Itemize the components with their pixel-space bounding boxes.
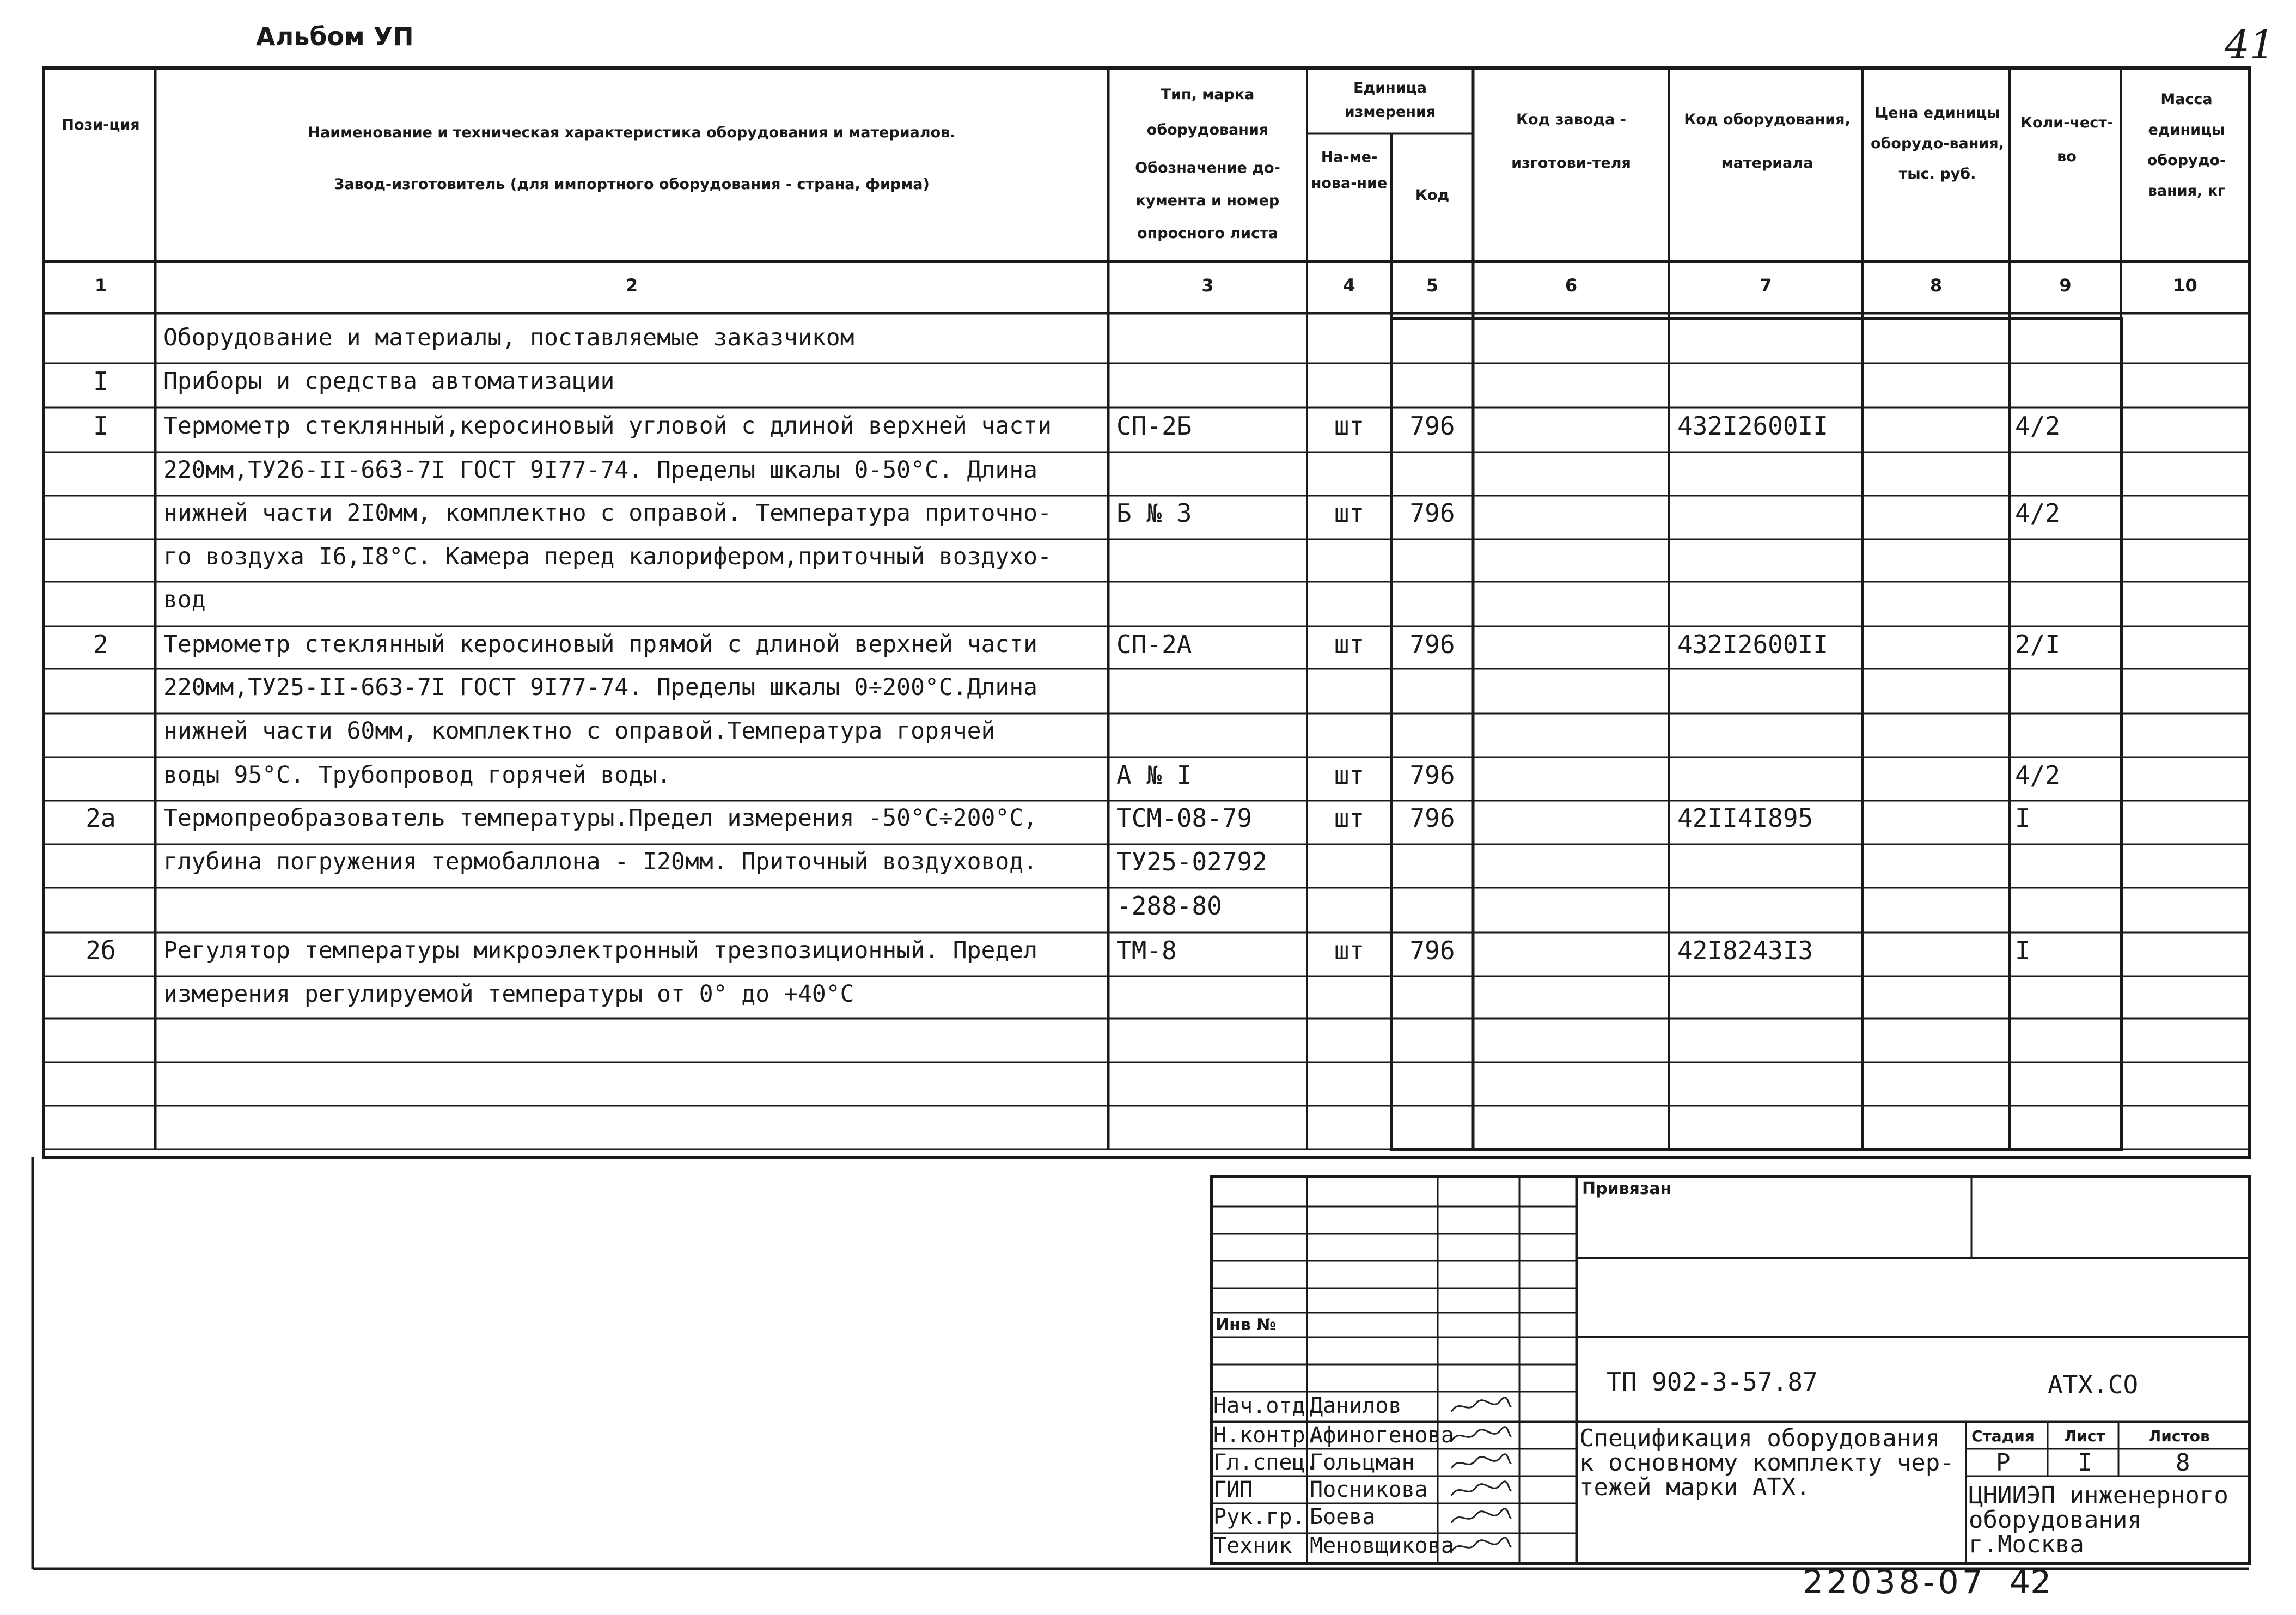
row-unit-code: 796 [1409,936,1455,965]
staff-name: Посникова [1310,1477,1428,1502]
organization-line1: ЦНИИЭП инженерного [1969,1482,2228,1509]
sheets-label: Листов [2148,1427,2210,1445]
staff-name: Гольцман [1310,1450,1415,1475]
row-description: измерения регулируемой температуры от 0° до +40°С [163,980,854,1008]
row-unit-code: 796 [1409,803,1455,833]
row-type-mark: А № I [1116,760,1192,790]
row-quantity: I [2015,803,2030,833]
row-quantity: 4/2 [2015,760,2061,790]
page-number: 41 [2225,22,2275,68]
row-unit-code: 796 [1409,630,1455,659]
row-description: глубина погружения термобаллона - I20мм. Приточный воздуховод. [163,848,1038,875]
row-description: Оборудование и материалы, поставляемые заказчиком [163,324,854,351]
header-type-line5: опросного листа [1137,225,1278,242]
album-label: Альбом УП [256,22,414,51]
row-equipment-code: 42I8243I3 [1677,936,1813,965]
row-unit-code: 796 [1409,760,1455,790]
sheet-label: Лист [2064,1427,2105,1445]
signature-icon [1449,1535,1514,1555]
staff-name: Данилов [1310,1393,1402,1418]
row-type-mark: ТМ-8 [1116,936,1177,965]
row-unit-code: 796 [1409,411,1455,441]
row-unit: шт [1334,936,1365,965]
header-quantity: Коли-чест-во [2020,114,2114,165]
staff-role: Гл.спец. [1213,1450,1318,1475]
row-quantity: I [2015,936,2030,965]
footer-page: 42 [2010,1563,2051,1601]
header-factory-code: Код завода - изготови-теля [1511,111,1631,172]
description-line2: к основному комплекту чер- [1579,1449,1955,1477]
row-description: нижней части 2I0мм, комплектно с оправой. Температура приточно- [163,499,1052,527]
row-position: I [93,411,108,441]
staff-role: Техник [1213,1533,1292,1558]
header-mass: Масса единицы оборудо-вания, кг [2147,91,2226,199]
row-equipment-code: 432I2600II [1677,411,1828,441]
header-type-line2: оборудования [1146,121,1269,138]
col-number-10: 10 [2173,275,2197,296]
col-number-5: 5 [1426,275,1439,296]
row-quantity: 4/2 [2015,411,2061,441]
row-type-mark: СП-2Б [1116,411,1192,441]
row-unit-code: 796 [1409,498,1455,528]
header-unit-price: Цена единицы оборудо-вания, тыс. руб. [1871,105,2004,182]
row-description: нижней части 60мм, комплектно с оправой.Температура горячей [163,717,996,745]
stage-value: Р [1996,1449,2011,1477]
col-number-8: 8 [1929,275,1943,296]
row-quantity: 2/I [2015,630,2061,659]
staff-name: Афиногенова [1310,1423,1454,1448]
header-unit-name: На-ме-нова-ние [1311,149,1388,192]
staff-name: Боева [1310,1504,1376,1529]
row-description: Термометр стеклянный керосиновый прямой с длиной верхней части [163,631,1038,658]
col-number-6: 6 [1565,275,1578,296]
row-type-mark: -288-80 [1116,891,1222,921]
header-type-line3: Обозначение до- [1135,160,1280,176]
col-number-4: 4 [1343,275,1355,296]
row-description: Термопреобразователь температуры.Предел измерения -50°С÷200°С, [163,805,1038,832]
signature-icon [1449,1507,1514,1526]
row-description: Приборы и средства автоматизации [163,368,615,395]
header-type-line4: кумента и номер [1135,192,1280,209]
signature-icon [1449,1452,1514,1472]
row-description: вод [163,586,206,613]
inv-no-label: Инв № [1216,1315,1277,1334]
row-description: 220мм,ТУ26-II-663-7I ГОСТ 9I77-74. Пределы шкалы 0-50°С. Длина [163,456,1038,484]
project-code: ТП 902-3-57.87 [1607,1367,1818,1397]
row-position: 2б [86,936,116,965]
row-type-mark: ТУ25-02792 [1116,847,1267,876]
description-line1: Спецификация оборудования [1579,1424,1940,1452]
sheets-value: 8 [2176,1449,2190,1477]
col-number-1: 1 [94,275,107,296]
signature-icon [1449,1479,1514,1499]
row-position: I [93,367,108,396]
staff-role: ГИП [1213,1477,1253,1502]
col-number-7: 7 [1760,275,1772,296]
header-type-line1: Тип, марка [1161,86,1255,103]
organization-line3: г.Москва [1969,1531,2084,1558]
document-mark: АТХ.СО [2048,1370,2139,1399]
row-unit: шт [1334,803,1365,833]
row-position: 2 [93,630,108,659]
signature-icon [1449,1395,1514,1415]
row-unit: шт [1334,630,1365,659]
footer-code: 22038-07 [1803,1563,1986,1601]
row-equipment-code: 432I2600II [1677,630,1828,659]
signature-icon [1449,1425,1514,1445]
staff-role: Н.контр. [1213,1423,1318,1448]
row-equipment-code: 42II4I895 [1677,803,1813,833]
row-quantity: 4/2 [2015,498,2061,528]
header-name-line1: Наименование и техническая характеристика оборудования и материалов. [308,124,956,141]
header-unit-code: Код [1415,187,1450,204]
row-unit: шт [1334,760,1365,790]
header-equipment-code: Код оборудования, материала [1684,111,1851,172]
description-line3: тежей марки АТХ. [1579,1473,1810,1501]
row-unit: шт [1334,411,1365,441]
stage-label: Стадия [1971,1427,2035,1445]
row-type-mark: Б № 3 [1116,498,1192,528]
organization-line2: оборудования [1969,1506,2142,1534]
header-unit-group: Единица измерения [1344,80,1436,120]
col-number-9: 9 [2059,275,2072,296]
col-number-2: 2 [625,275,638,296]
staff-role: Рук.гр. [1213,1504,1305,1529]
row-description: воды 95°С. Трубопровод горячей воды. [163,761,671,789]
sheet-value: I [2078,1449,2092,1477]
row-type-mark: ТСМ-08-79 [1116,803,1253,833]
row-description: 220мм,ТУ25-II-663-7I ГОСТ 9I77-74. Пределы шкалы 0÷200°С.Длина [163,674,1038,701]
row-unit: шт [1334,498,1365,528]
row-description: го воздуха I6,I8°С. Камера перед калорифером,приточный воздухо- [163,543,1052,570]
row-position: 2а [86,803,116,833]
staff-role: Нач.отд. [1213,1393,1318,1418]
header-name-line2: Завод-изготовитель (для импортного оборудования - страна, фирма) [334,176,930,193]
header-position: Пози-ция [62,117,140,133]
privyazan-label: Привязан [1582,1179,1672,1198]
row-description: Регулятор температуры микроэлектронный трезпозиционный. Предел [163,937,1038,964]
col-number-3: 3 [1201,275,1214,296]
staff-name: Меновщикова [1310,1533,1454,1558]
row-description: Термометр стеклянный,керосиновый угловой с длиной верхней части [163,412,1052,440]
row-type-mark: СП-2А [1116,630,1192,659]
